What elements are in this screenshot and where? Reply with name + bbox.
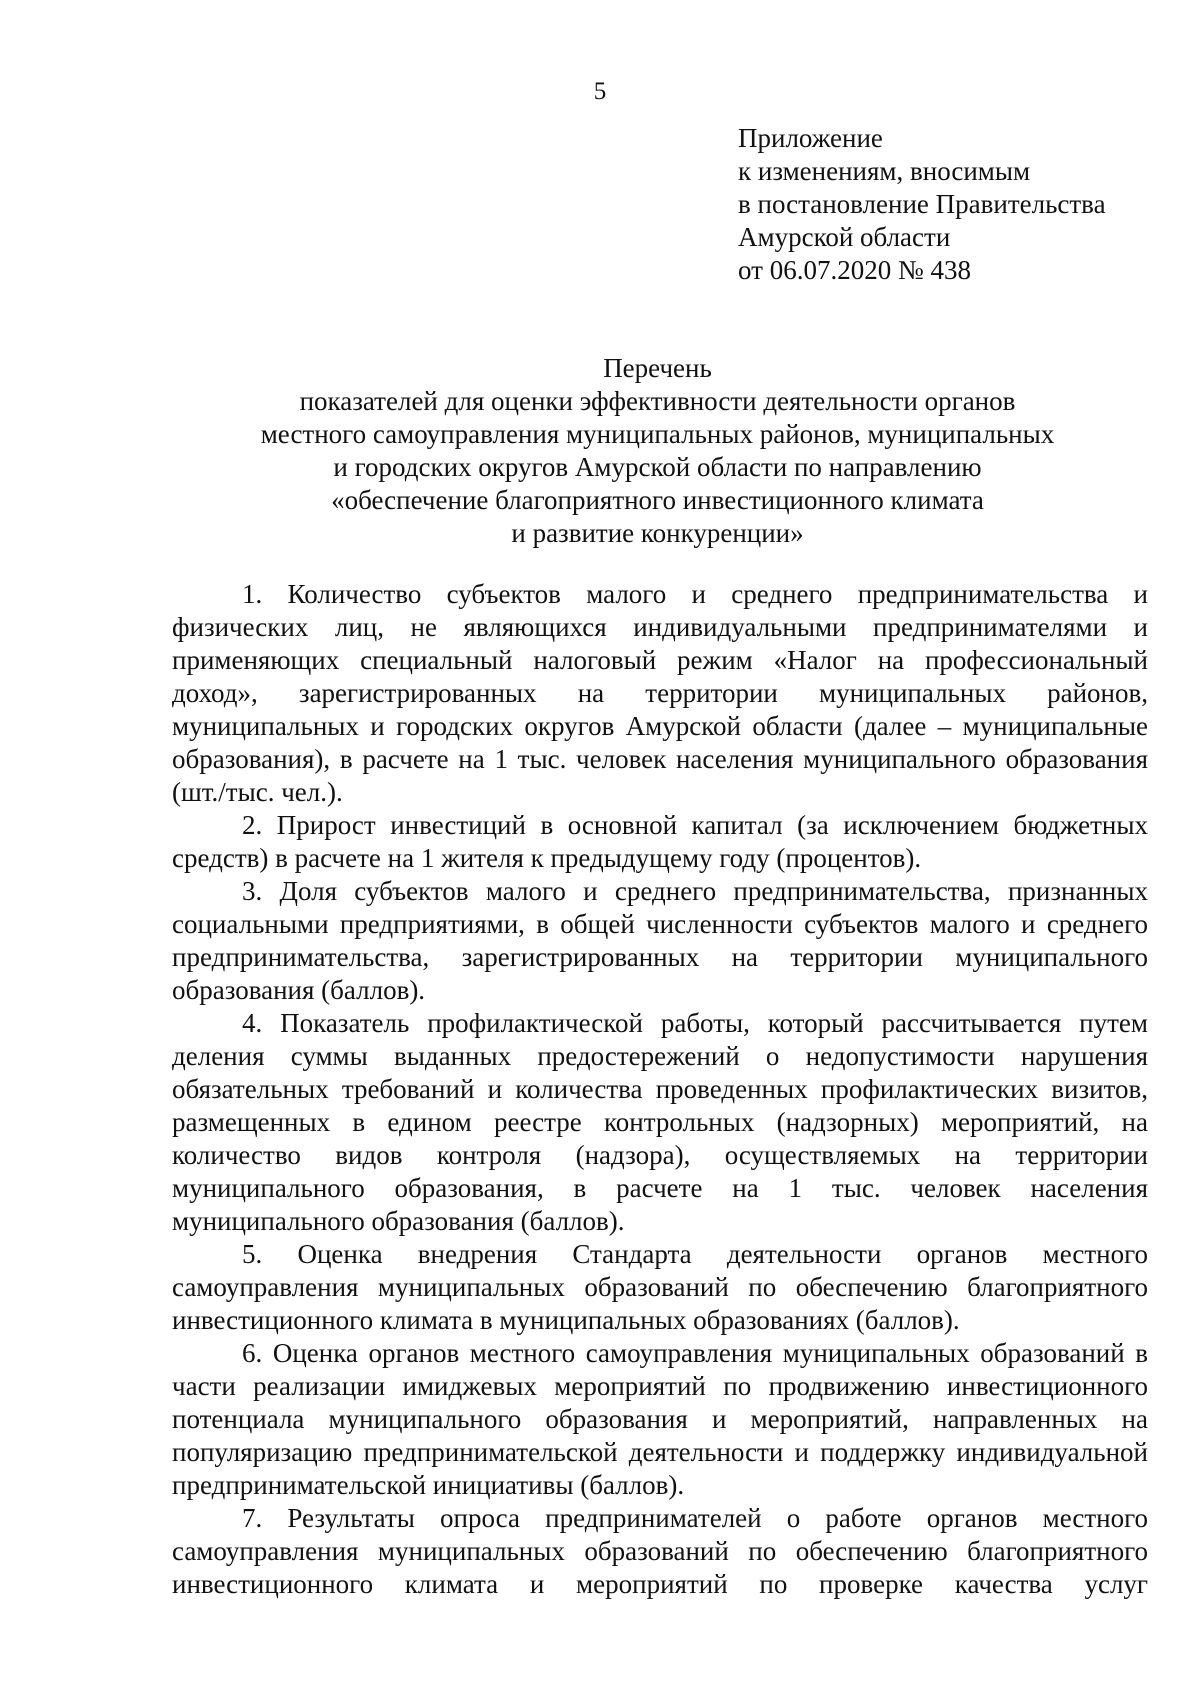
- appendix-block: [738, 122, 1106, 287]
- appendix-line: в постановление Правительства: [738, 189, 1106, 219]
- indicator-item-7: 7. Результаты опроса предпринимателей о работе органов местного самоуправления муниципальных образований по обеспечению благоприятного инвестиционного климата и мероприятий по проверке качества услуг: [172, 1503, 1148, 1599]
- indicator-item-1: 1. Количество субъектов малого и среднего предпринимательства и физических лиц, не являющихся индивидуальными предпринимателями и применяющих специальный налоговый режим «Налог на профессиональный доход», зарегистрированных на территории муниципальных районов, муниципальных и городских округов Амурской области (далее – муниципальные образования), в расчете на 1 тыс. человек населения муниципального образования (шт./тыс. чел.).: [172, 579, 1148, 807]
- page-number: 5: [593, 78, 607, 105]
- title-line: и городских округов Амурской области по направлению: [333, 452, 982, 482]
- indicator-item-3: 3. Доля субъектов малого и среднего предпринимательства, признанных социальными предприятиями, в общей численности субъектов малого и среднего предпринимательства, зарегистрированных на территории муниципального образования (баллов).: [172, 876, 1148, 1005]
- indicators-list: [172, 578, 1148, 1601]
- title-line: местного самоуправления муниципальных районов, муниципальных: [260, 419, 1055, 449]
- title-line: «обеспечение благоприятного инвестиционного климата: [331, 485, 984, 515]
- title-heading: Перечень: [603, 353, 712, 383]
- document-title: [170, 352, 1145, 550]
- appendix-line: Приложение: [738, 123, 883, 153]
- indicator-item-4: 4. Показатель профилактической работы, который рассчитывается путем деления суммы выданных предостережений о недопустимости нарушения обязательных требований и количества проведенных профилактических визитов, размещенных в едином реестре контрольных (надзорных) мероприятий, на количество видов контроля (надзора), осуществляемых на территории муниципального образования, в расчете на 1 тыс. человек населения муниципального образования (баллов).: [172, 1008, 1148, 1236]
- appendix-line: к изменениям, вносимым: [738, 156, 1031, 186]
- indicator-item-2: 2. Прирост инвестиций в основной капитал (за исключением бюджетных средств) в расчете на 1 жителя к предыдущему году (процентов).: [172, 810, 1148, 873]
- indicator-item-5: 5. Оценка внедрения Стандарта деятельности органов местного самоуправления муниципальных образований по обеспечению благоприятного инвестиционного климата в муниципальных образованиях (баллов).: [172, 1239, 1148, 1335]
- appendix-line: Амурской области: [738, 222, 951, 252]
- appendix-line: от 06.07.2020 № 438: [738, 255, 971, 285]
- indicator-item-6: 6. Оценка органов местного самоуправления муниципальных образований в части реализации имиджевых мероприятий по продвижению инвестиционного потенциала муниципального образования и мероприятий, направленных на популяризацию предпринимательской деятельности и поддержку индивидуальной предпринимательской инициативы (баллов).: [172, 1338, 1148, 1500]
- title-line: показателей для оценки эффективности деятельности органов: [299, 386, 1016, 416]
- title-line: и развитие конкуренции»: [511, 518, 804, 548]
